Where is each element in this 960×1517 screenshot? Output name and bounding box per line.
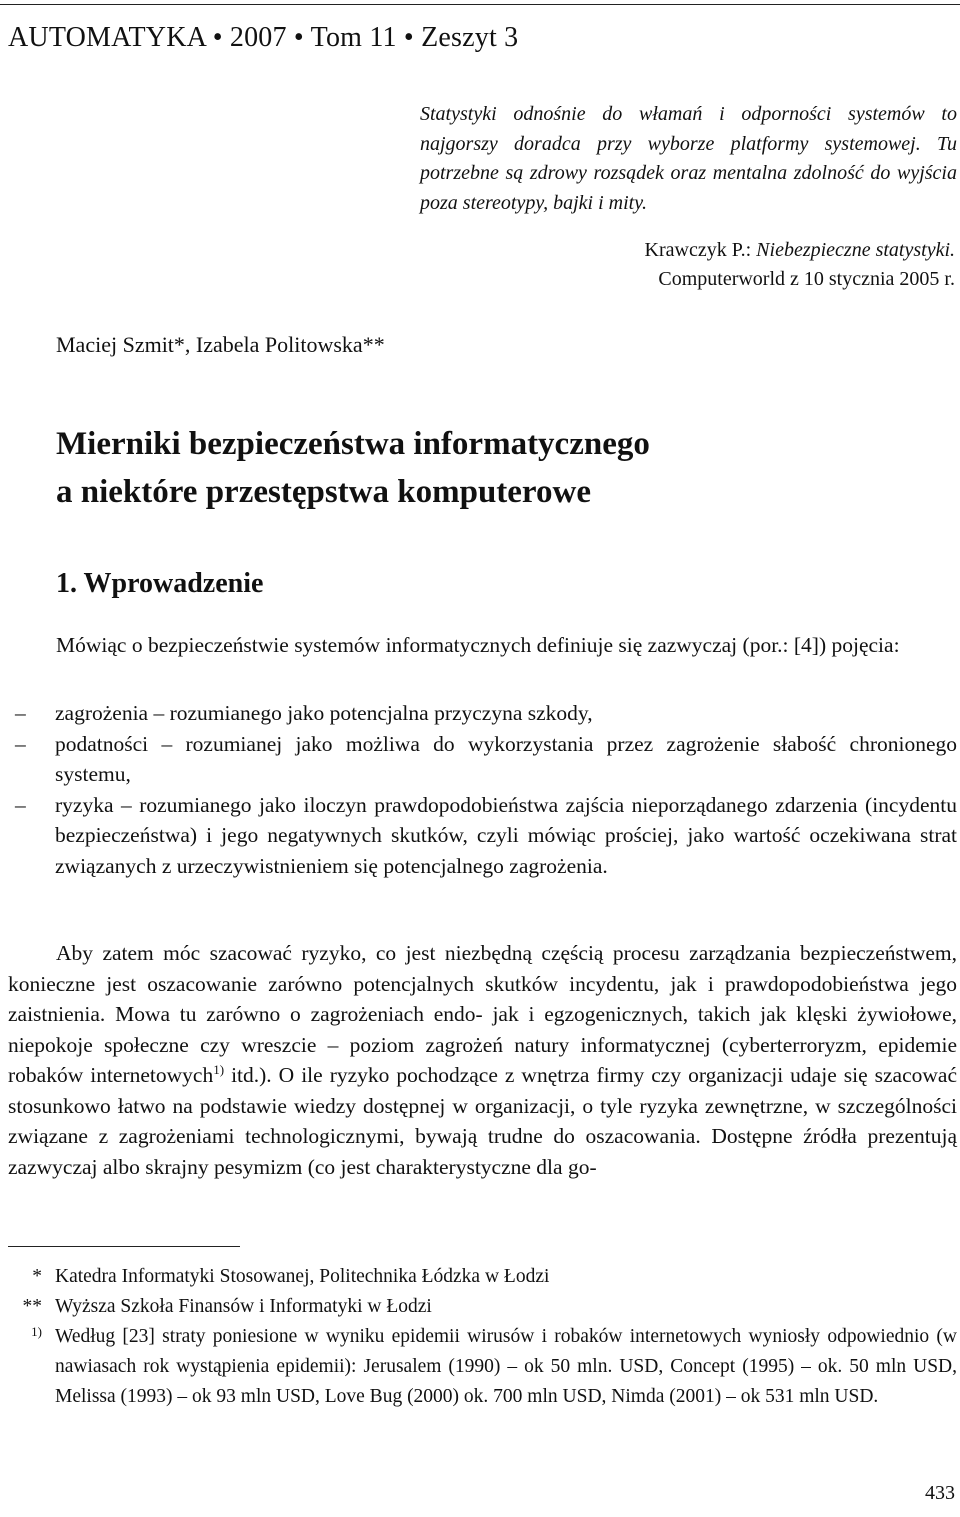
epigraph-source-title: Niebezpieczne statystyki.: [756, 239, 955, 261]
journal-header: AUTOMATYKA • 2007 • Tom 11 • Zeszyt 3: [8, 22, 519, 53]
footnote-mark: 1): [31, 1324, 42, 1339]
list-item: [8, 698, 957, 729]
epigraph-source-author: Krawczyk P.:: [644, 239, 757, 261]
body-paragraph: [8, 938, 957, 1182]
footnote-rule: [8, 1246, 240, 1247]
footnote-text: Katedra Informatyki Stosowanej, Politechnika Łódzka w Łodzi: [55, 1266, 550, 1287]
footnote: [8, 1292, 957, 1322]
article-authors: Maciej Szmit*, Izabela Politowska**: [56, 332, 385, 357]
article-title-line-2: a niektóre przestępstwa komputerowe: [56, 474, 591, 510]
definition-list: [8, 698, 957, 881]
footnote-text: Wyższa Szkoła Finansów i Informatyki w Łodzi: [55, 1296, 432, 1317]
epigraph-quote: Statystyki odnośnie do włamań i odporności systemów to najgorszy doradca przy wyborze platformy systemowej. Tu potrzebne są zdrowy rozsądek oraz mentalna zdolność do wyjścia poza stereotypy, bajki i mity.: [420, 103, 957, 214]
list-item: [8, 790, 957, 882]
list-dash: –: [15, 792, 26, 817]
list-dash: –: [15, 731, 26, 756]
footnote: [8, 1262, 957, 1292]
intro-paragraph: Mówiąc o bezpieczeństwie systemów informatycznych definiuje się zazwyczaj (por.: [4]) pojęcia:: [56, 633, 900, 657]
section-heading: 1. Wprowadzenie: [56, 568, 264, 599]
header-rule: [0, 4, 960, 5]
list-item-text: zagrożenia – rozumianego jako potencjalna przyczyna szkody,: [55, 701, 593, 725]
footnote-reference[interactable]: 1): [213, 1062, 225, 1077]
footnote-text: Według [23] straty poniesione w wyniku epidemii wirusów i robaków internetowych wyniosły odpowiednio (w nawiasach rok wystąpienia epidemii): Jerusalem (1990) – ok 50 mln. USD, Concept (1995) – ok. 50 mln USD, Melissa (1993) – ok 93 mln USD, Love Bug (2000) ok. 700 mln USD, Nimda (2001) – ok 531 mln USD.: [55, 1326, 957, 1407]
page-number: 433: [925, 1482, 955, 1504]
article-title: [56, 420, 650, 516]
list-item-text: ryzyka – rozumianego jako iloczyn prawdopodobieństwa zajścia nieporządanego zdarzenia (incydentu bezpieczeństwa) i jego negatywnych skutków, czyli mówiąc prościej, jako wartość oczekiwana strat związanych z urzeczywistnieniem się potencjalnego zagrożenia.: [55, 792, 957, 878]
epigraph-source-publication: Computerworld z 10 stycznia 2005 r.: [658, 268, 955, 290]
footnote: [8, 1322, 957, 1412]
footnotes: [8, 1262, 957, 1412]
epigraph-source: [645, 236, 955, 294]
body-paragraph-text-2: itd.). O ile ryzyko pochodzące z wnętrza firmy czy organizacji udaje się szacować stosunkowo łatwo na podstawie wiedzy dostępnej w organizacji, o tyle ryzyka zewnętrzne, w szczególności związane z zagrożeniami technologicznymi, bywają trudne do oszacowania. Dostępne źródła prezentują zazwyczaj albo skrajny pesymizm (co jest charakterystyczne dla go-: [8, 1063, 957, 1179]
body-paragraph-text-1: Aby zatem móc szacować ryzyko, co jest niezbędną częścią procesu zarządzania bezpieczeństwem, konieczne jest oszacowanie zarówno potencjalnych skutków incydentu, jak i prawdopodobieństwa jego zaistnienia. Mowa tu zarówno o zagrożeniach endo- jak i egzogenicznych, takich jak klęski żywiołowe, niepokoje społeczne czy wreszcie – poziom zagrożeń natury informatycznej (cyberterroryzm, epidemie robaków internetowych: [8, 941, 957, 1087]
list-item: [8, 729, 957, 790]
footnote-mark: *: [32, 1266, 42, 1287]
article-title-line-1: Mierniki bezpieczeństwa informatycznego: [56, 426, 650, 462]
list-dash: –: [15, 701, 26, 725]
list-item-text: podatności – rozumianej jako możliwa do wykorzystania przez zagrożenie słabość chronionego systemu,: [55, 731, 957, 786]
footnote-mark: **: [22, 1296, 42, 1317]
